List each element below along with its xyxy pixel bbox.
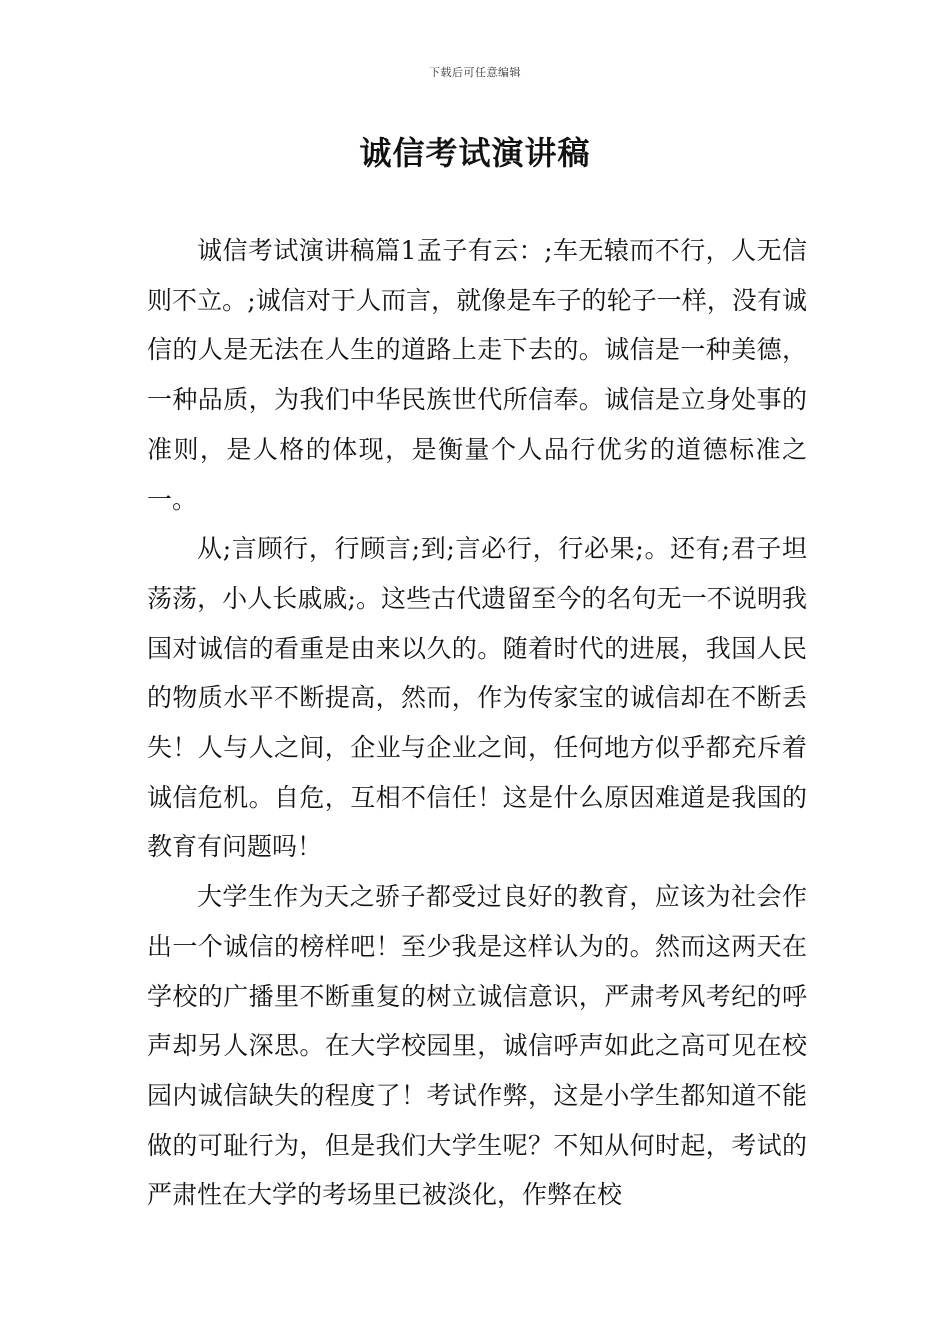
header-note: 下载后可任意编辑 [429,66,521,79]
paragraph-1: 诚信考试演讲稿篇1孟子有云：;车无辕而不行，人无信则不立。;诚信对于人而言，就像是车子的轮子一样，没有诚信的人是无法在人生的道路上走下去的。诚信是一种美德，一种品质，为我们中华民族世代所信奉。诚信是立身处事的准则，是人格的体现，是衡量个人品行优劣的道德标准之一。 [147,236,807,514]
document-body [147,226,807,1220]
document-title: 诚信考试演讲稿 [359,134,591,172]
paragraph-2: 从;言顾行，行顾言;到;言必行，行必果;。还有;君子坦荡荡，小人长戚戚;。这些古代遗留至今的名句无一不说明我国对诚信的看重是由来以久的。随着时代的进展，我国人民的物质水平不断提高，然而，作为传家宝的诚信却在不断丢失！人与人之间，企业与企业之间，任何地方似乎都充斥着诚信危机。自危，互相不信任！这是什么原因难道是我国的教育有问题吗！ [147,534,807,862]
paragraph-3: 大学生作为天之骄子都受过良好的教育，应该为社会作出一个诚信的榜样吧！至少我是这样认为的。然而这两天在学校的广播里不断重复的树立诚信意识，严肃考风考纪的呼声却另人深思。在大学校园里，诚信呼声如此之高可见在校园内诚信缺失的程度了！考试作弊，这是小学生都知道不能做的可耻行为，但是我们大学生呢？不知从何时起，考试的严肃性在大学的考场里已被淡化，作弊在校 [147,882,807,1210]
